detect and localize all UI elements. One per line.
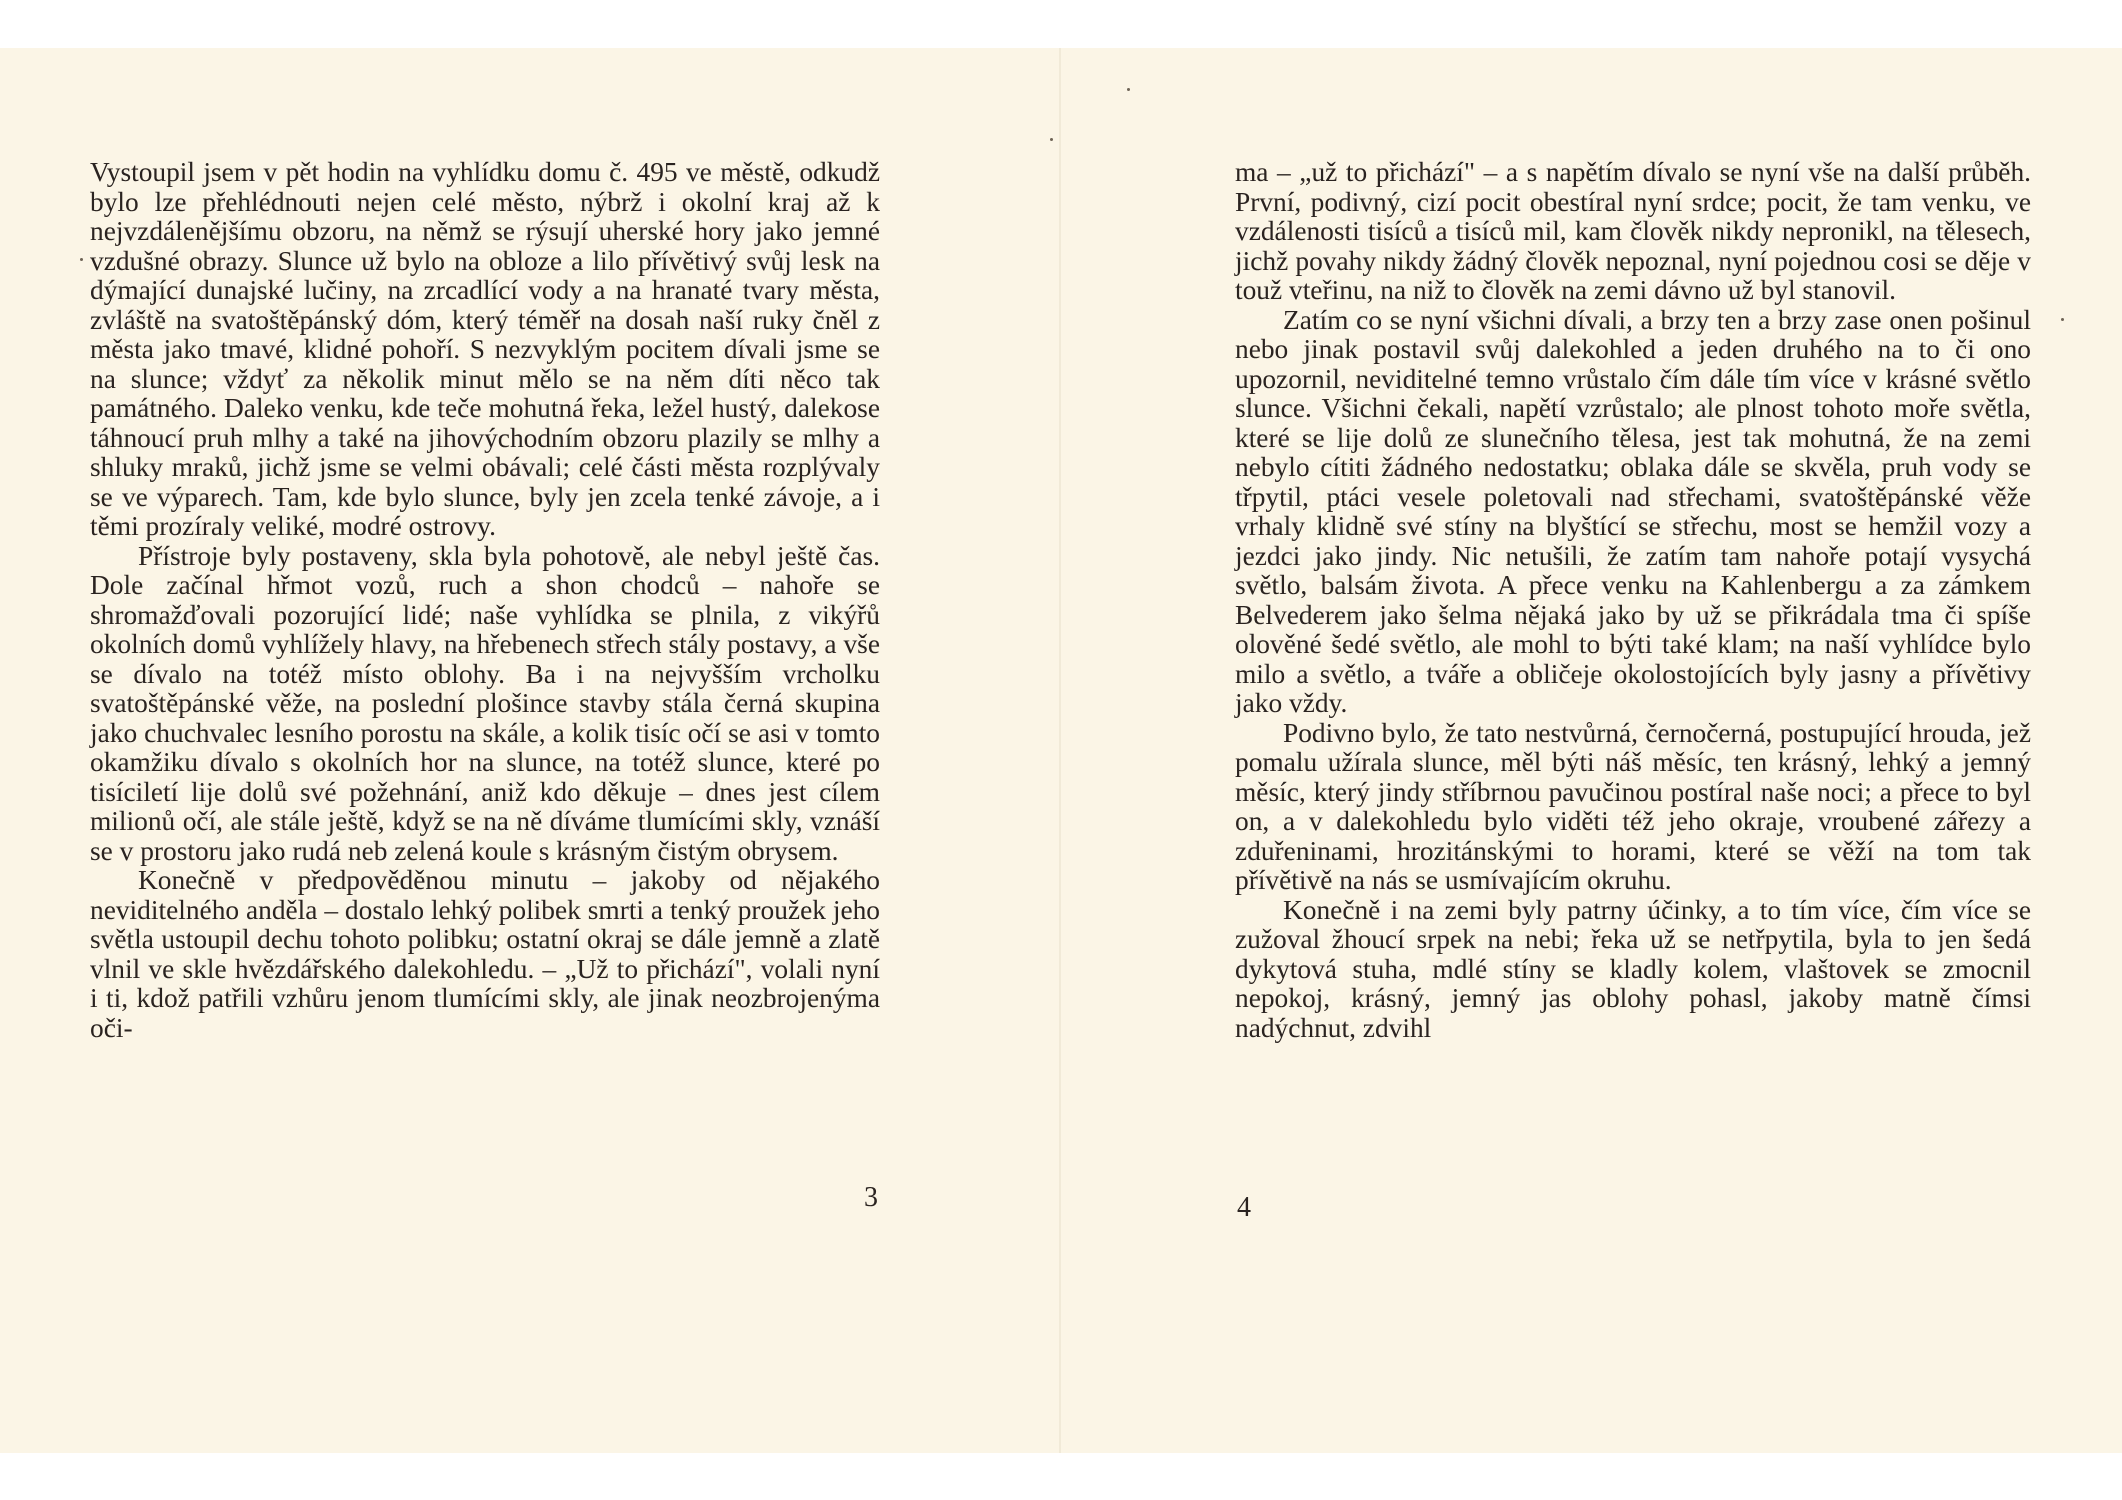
paragraph: Podivno bylo, že tato nestvůrná, černočerná, postupující hrouda, jež pomalu užírala slunce, měl býti náš měsíc, ten krásný, lehký a jemný měsíc, který jindy stříbrnou pavučinou postíral naše noci; a přece to byl on, a v dalekohledu bylo viděti též jeho okraje, vroubené zářezy a zduřeninami, hrozitánskými to horami, které se věží na tom tak přívětivě na nás se usmívajícím okruhu. <box>1235 717 2031 895</box>
left-page <box>0 48 1059 1453</box>
print-speck <box>2061 318 2064 321</box>
right-page-text <box>1235 158 2031 1043</box>
paragraph: Konečně v předpověděnou minutu – jakoby od nějakého neviditelného anděla – dostalo lehký polibek smrti a tenký proužek jeho světla ustoupil dechu tohoto polibku; ostatní okraj se dále jemně a zlatě vlnil ve skle hvězdářského dalekohledu. – „Už to přichází", volali nyní i ti, kdož patřili vzhůru jenom tlumícími skly, ale jinak neozbrojenýma oči- <box>90 865 880 1043</box>
right-page <box>1061 48 2122 1453</box>
page-number: 4 <box>1237 1192 1251 1223</box>
paragraph: Vystoupil jsem v pět hodin na vyhlídku domu č. 495 ve městě, odkudž bylo lze přehlédnouti nejen celé město, nýbrž i okolní kraj až k nejvzdálenějšímu obzoru, na němž se rýsují uherské hory jako jemné vzdušné obrazy. Slunce už bylo na obloze a lilo přívětivý svůj lesk na dýmající dunajské lučiny, na zrcadlící vody a na hranaté tvary města, zvláště na svatoštěpánský dóm, který téměř na dosah naší ruky čněl z města jako tmavé, klidné pohoří. S nezvyklým pocitem dívali jsme se na slunce; vždyť za několik minut mělo se na něm díti něco tak památného. Daleko venku, kde teče mohutná řeka, ležel hustý, dalekose táhnoucí pruh mlhy a také na jihovýchodním obzoru plazily se mlhy a shluky mraků, jichž jsme se velmi obávali; celé části města rozplývaly se ve výparech. Tam, kde bylo slunce, byly jen zcela tenké závoje, a i těmi prozíraly veliké, modré ostrovy. <box>90 157 880 541</box>
left-page-text <box>90 158 880 1043</box>
print-speck <box>1127 88 1130 91</box>
page-number: 3 <box>864 1182 878 1213</box>
print-speck <box>80 258 83 261</box>
book-spread <box>0 48 2122 1453</box>
print-speck <box>1050 138 1053 141</box>
paragraph: Konečně i na zemi byly patrny účinky, a to tím více, čím více se zužoval žhoucí srpek na nebi; řeka už se netřpytila, byla to jen šedá dykytová stuha, mdlé stíny se kladly kolem, vlaštovek se zmocnil nepokoj, krásný, jemný jas oblohy pohasl, jakoby matně čímsi nadýchnut, zdvihl <box>1235 894 2031 1043</box>
paragraph: Zatím co se nyní všichni dívali, a brzy ten a brzy zase onen pošinul nebo jinak postavil svůj dalekohled a jeden druhého na to či ono upozornil, neviditelné temno vrůstalo čím dále tím více v krásné světlo slunce. Všichni čekali, napětí vzrůstalo; ale plnost tohoto moře světla, které se lije dolů ze slunečního tělesa, jest tak mohutná, že na zemi nebylo cítiti žádného nedostatku; oblaka dále se skvěla, pruh vody se třpytil, ptáci vesele poletovali nad střechami, svatoštěpánské věže vrhaly klidně své stíny na blyštící se střechu, most se hemžil vozy a jezdci jako jindy. Nic netušili, že zatím tam nahoře potají vysychá světlo, balsám života. A přece venku na Kahlenbergu a za zámkem Belvederem jako šelma nějaká jako by už se přikrádala tma či spíše olověné šedé světlo, ale mohl to býti také klam; na naší vyhlídce bylo milo a světlo, a tváře a obličeje okolostojících byly jasny a přívětivy jako vždy. <box>1235 304 2031 718</box>
paragraph: ma – „už to přichází" – a s napětím dívalo se nyní vše na další průběh. První, podivný, cizí pocit obestíral nyní srdce; pocit, že tam venku, ve vzdálenosti tisíců a tisíců mil, kam člověk nikdy nepronikl, na tělesech, jichž povahy nikdy žádný člověk nepoznal, nyní pojednou cosi se děje v touž vteřinu, na niž to člověk na zemi dávno už byl stanovil. <box>1235 157 2031 305</box>
paragraph: Přístroje byly postaveny, skla byla pohotově, ale nebyl ještě čas. Dole začínal hřmot vozů, ruch a shon chodců – nahoře se shromažďovali pozorující lidé; naše vyhlídka se plnila, z vikýřů okolních domů vyhlížely hlavy, na hřebenech střech stály postavy, a vše se dívalo na totéž místo oblohy. Ba i na nejvyšším vrcholku svatoštěpánské věže, na poslední plošince stavby stála černá skupina jako chuchvalec lesního porostu na skále, a kolik tisíc očí se asi v tomto okamžiku dívalo s okolních hor na slunce, na totéž slunce, které po tisíciletí lije dolů své požehnání, aniž kdo děkuje – dnes jest cílem milionů očí, ale stále ještě, když se na ně díváme tlumícími skly, vznáší se v prostoru jako rudá neb zelená koule s krásným čistým obrysem. <box>90 540 880 866</box>
